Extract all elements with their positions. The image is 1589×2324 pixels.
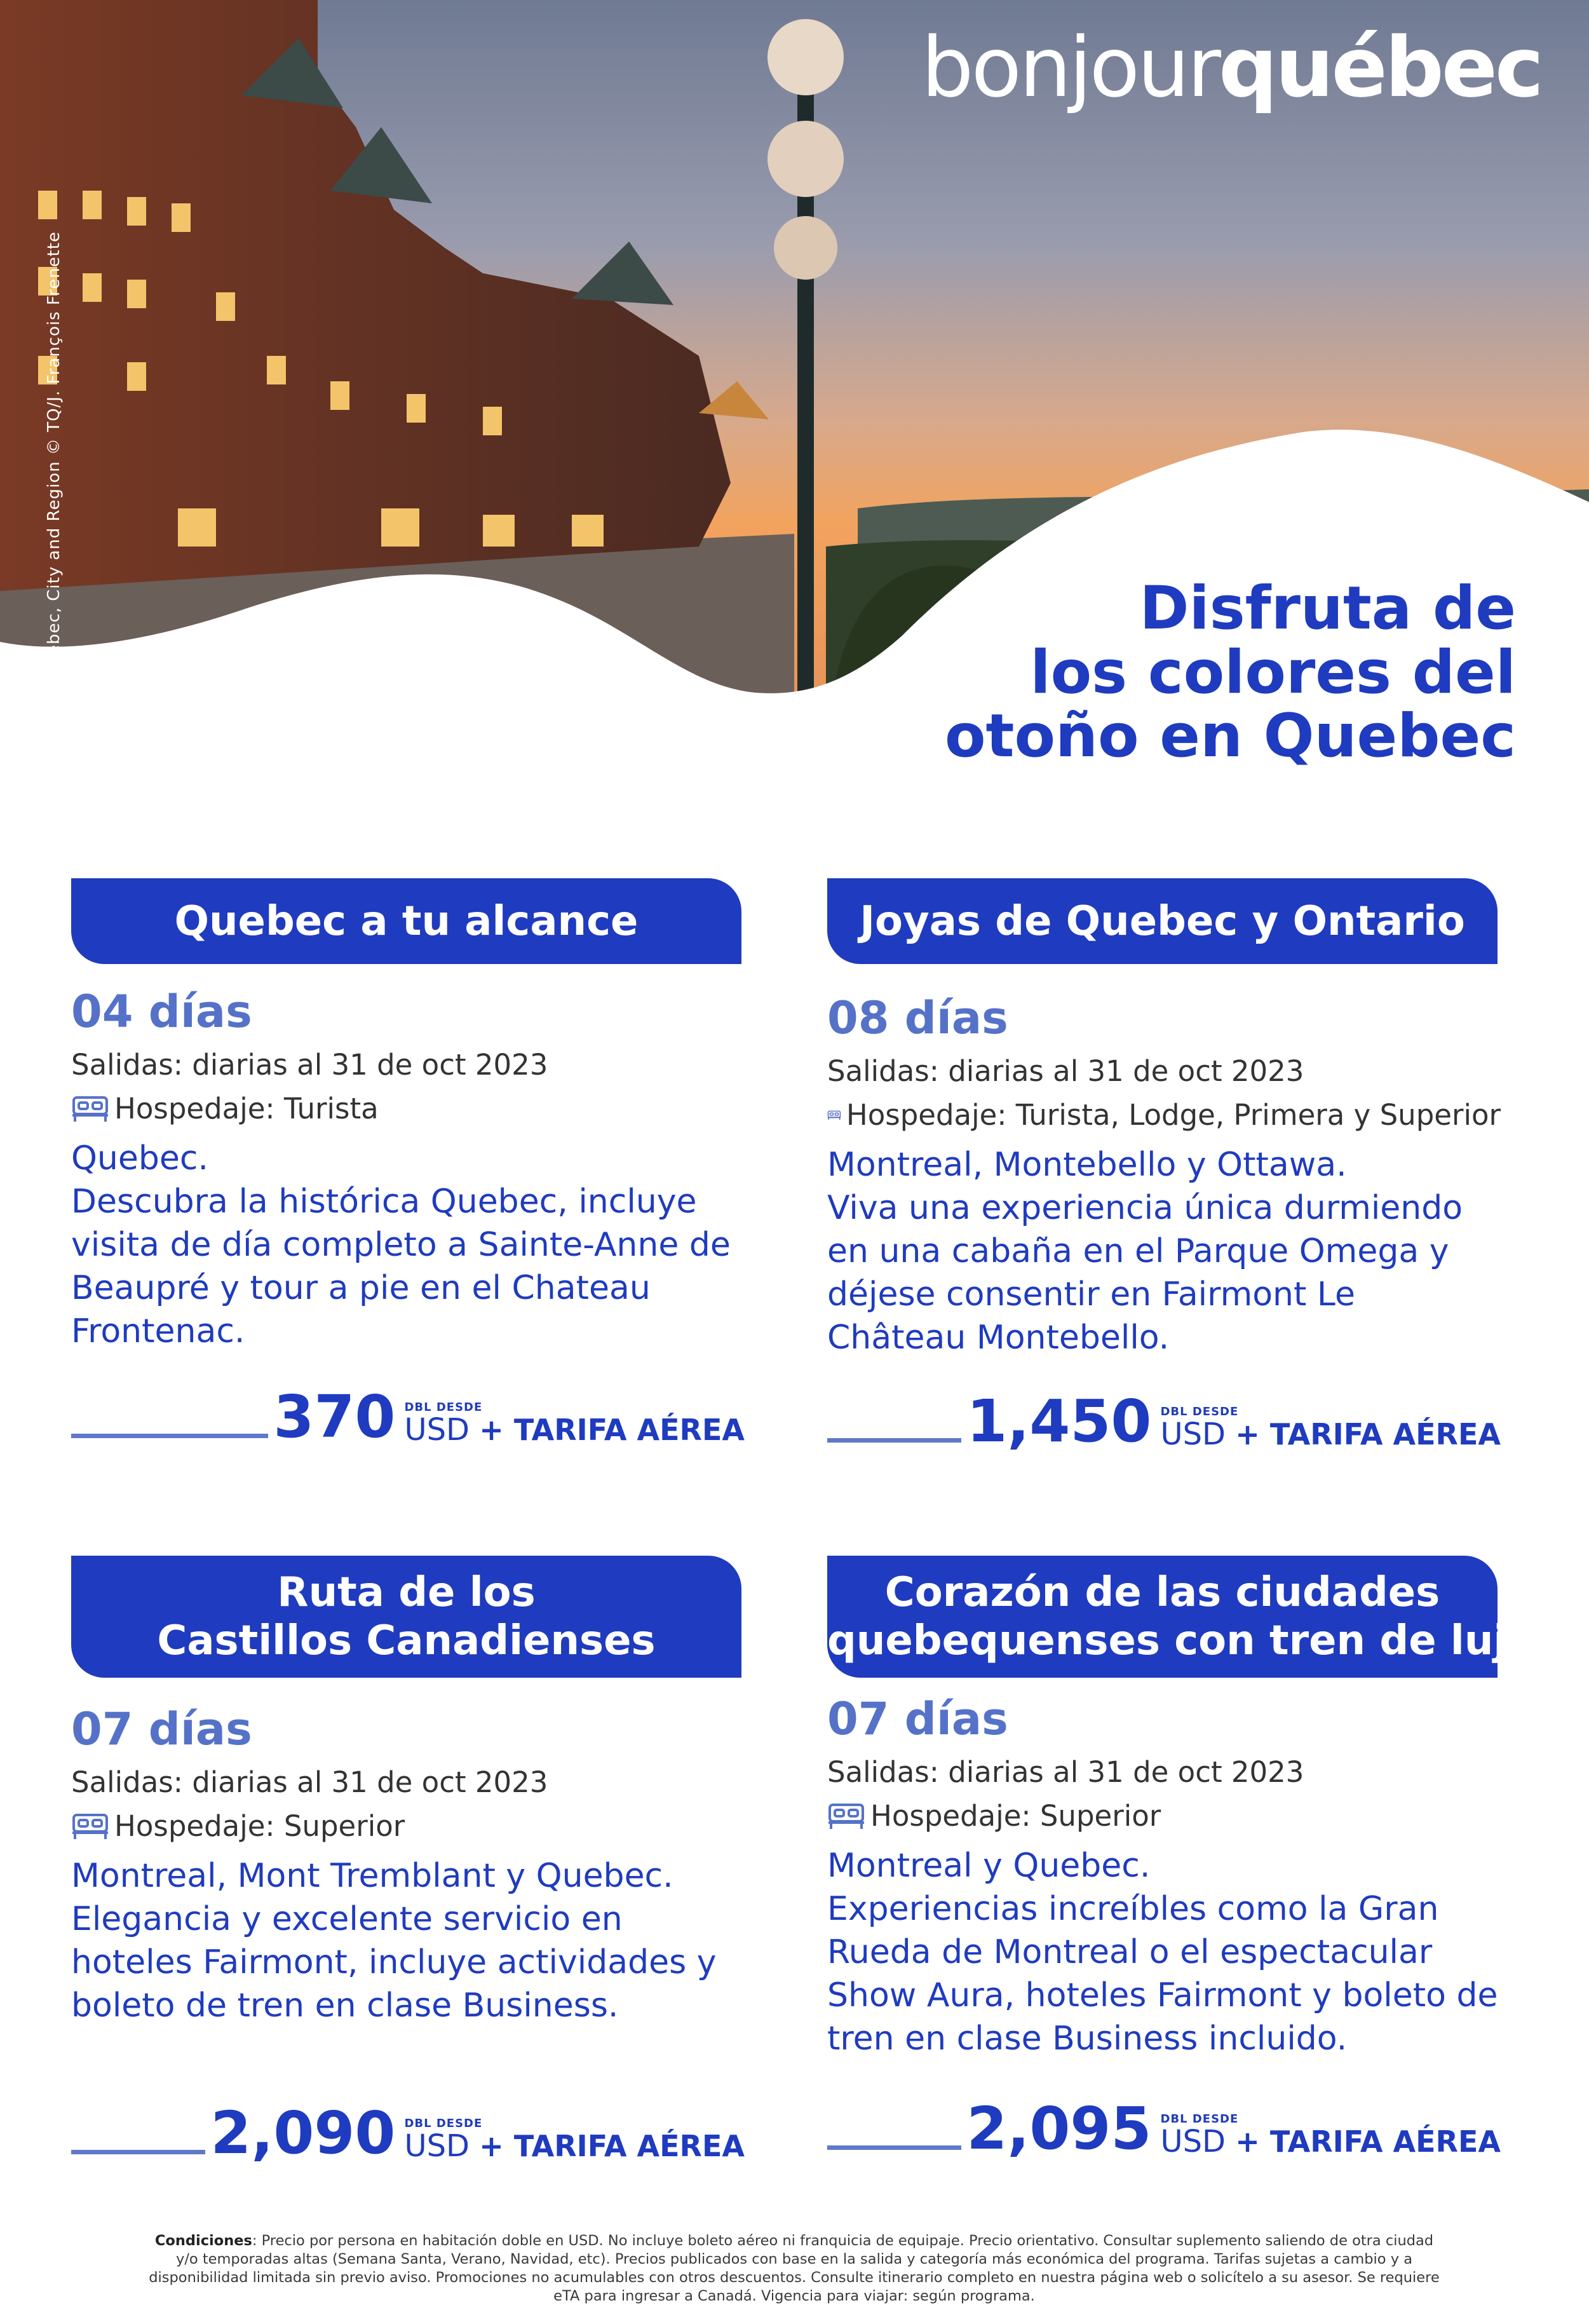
bed-icon bbox=[71, 1811, 109, 1842]
price-currency: USD bbox=[1160, 2124, 1226, 2159]
price-currency: USD bbox=[404, 2128, 470, 2164]
package-card-joyas-quebec-ontario bbox=[827, 878, 1501, 1359]
package-days: 08 días bbox=[827, 992, 1008, 1044]
package-summary: Descubra la histórica Quebec, incluye visita de día completo a Sainte-Anne de Beaupré y tour a pie en el Chateau Frontenac. bbox=[71, 1183, 731, 1350]
headline-line: Disfruta de bbox=[1139, 574, 1516, 643]
package-description bbox=[71, 1137, 745, 1353]
price-currency: USD bbox=[1160, 1417, 1226, 1452]
photo-credit: Québec, City and Region © TQ/J. François Frenette bbox=[44, 231, 64, 680]
headline-line: otoño en Quebec bbox=[944, 702, 1516, 771]
lodging-text: Hospedaje: Superior bbox=[870, 1799, 1161, 1833]
price-airfare: + TARIFA AÉREA bbox=[479, 2129, 745, 2163]
package-lodging bbox=[71, 1809, 745, 1843]
price-from-label: DBL DESDE bbox=[1160, 2112, 1239, 2126]
lodging-text: Hospedaje: Superior bbox=[114, 1809, 405, 1843]
price-rule bbox=[71, 2150, 205, 2154]
package-card-ruta-castillos bbox=[71, 1556, 745, 2027]
package-price bbox=[71, 2099, 745, 2167]
price-amount: 2,095 bbox=[966, 2095, 1152, 2163]
price-amount: 1,450 bbox=[966, 1387, 1152, 1455]
package-price bbox=[71, 1383, 745, 1451]
package-lodging bbox=[827, 1799, 1501, 1833]
package-title: Ruta de los bbox=[277, 1569, 536, 1616]
package-days: 07 días bbox=[827, 1693, 1008, 1745]
package-card-corazon-ciudades bbox=[827, 1556, 1536, 2060]
package-price bbox=[827, 2095, 1501, 2163]
price-from-label: DBL DESDE bbox=[1160, 1405, 1239, 1418]
price-airfare: + TARIFA AÉREA bbox=[1235, 2124, 1501, 2159]
package-cities: Quebec. bbox=[71, 1139, 208, 1178]
package-description bbox=[71, 1854, 745, 2027]
package-title: quebequenses con tren de lujo bbox=[827, 1617, 1536, 1664]
price-rule bbox=[827, 1438, 961, 1443]
package-title-banner bbox=[827, 1556, 1536, 1678]
price-amount: 2,090 bbox=[210, 2099, 396, 2167]
package-title-banner bbox=[71, 1556, 741, 1678]
price-from-label: DBL DESDE bbox=[404, 1401, 483, 1414]
package-title: Quebec a tu alcance bbox=[174, 897, 639, 945]
package-price bbox=[827, 1387, 1501, 1455]
package-summary: Viva una experiencia única durmiendo en una cabaña en el Parque Omega y déjese consentir en Fairmont Le Château Montebello. bbox=[827, 1189, 1463, 1357]
price-currency: USD bbox=[404, 1412, 470, 1448]
bed-icon bbox=[71, 1094, 109, 1124]
bed-icon bbox=[827, 1801, 865, 1831]
package-title: Corazón de las ciudades bbox=[884, 1569, 1440, 1616]
package-title-banner bbox=[827, 878, 1498, 964]
price-amount: 370 bbox=[273, 1383, 396, 1451]
price-rule bbox=[71, 1434, 268, 1438]
price-rule bbox=[827, 2145, 961, 2150]
package-description bbox=[827, 1844, 1501, 2060]
package-cities: Montreal, Mont Tremblant y Quebec. bbox=[71, 1857, 673, 1895]
package-title: Joyas de Quebec y Ontario bbox=[860, 897, 1465, 945]
package-departures: Salidas: diarias al 31 de oct 2023 bbox=[71, 1765, 548, 1799]
headline-line: los colores del bbox=[1030, 637, 1516, 707]
conditions-footnote bbox=[143, 2232, 1445, 2306]
package-title-banner bbox=[71, 878, 741, 964]
price-from-label: DBL DESDE bbox=[404, 2117, 483, 2130]
lodging-text: Hospedaje: Turista, Lodge, Primera y Superior bbox=[846, 1098, 1501, 1132]
package-cities: Montreal, Montebello y Ottawa. bbox=[827, 1146, 1347, 1184]
package-description bbox=[827, 1143, 1501, 1359]
price-airfare: + TARIFA AÉREA bbox=[479, 1413, 745, 1447]
package-lodging bbox=[827, 1098, 1501, 1132]
package-days: 04 días bbox=[71, 986, 252, 1038]
package-days: 07 días bbox=[71, 1703, 252, 1755]
conditions-text: : Precio por persona en habitación doble en USD. No incluye boleto aéreo ni franquicia de equipaje. Precio orientativo. Consultar suplemento saliendo de otra ciudad y/o temporadas altas (Semana Santa, Verano, Navidad, etc). Precios publicados con base en la salida y categoría más económica del programa. Tarifas sujetas a cambio y a disponibilidad limitada sin previo aviso. Promociones no acumulables con otros descuentos. Consulte itinerario completo en nuestra página web o solicítelo a su asesor. Se requiere eTA para ingresar a Canadá. Vigencia para viajar: según programa. bbox=[149, 2232, 1440, 2304]
package-lodging bbox=[71, 1092, 745, 1125]
lodging-text: Hospedaje: Turista bbox=[114, 1092, 379, 1125]
package-card-quebec-a-tu-alcance bbox=[71, 878, 745, 1353]
page-headline bbox=[626, 574, 1516, 771]
package-summary: Experiencias increíbles como la Gran Rueda de Montreal o el espectacular Show Aura, hoteles Fairmont y boleto de tren en clase Business incluido. bbox=[827, 1890, 1498, 2058]
package-departures: Salidas: diarias al 31 de oct 2023 bbox=[827, 1054, 1304, 1088]
package-cities: Montreal y Quebec. bbox=[827, 1847, 1151, 1885]
package-departures: Salidas: diarias al 31 de oct 2023 bbox=[71, 1048, 548, 1082]
price-airfare: + TARIFA AÉREA bbox=[1235, 1417, 1501, 1451]
bonjour-quebec-logo: bonjourquébec bbox=[921, 19, 1542, 116]
package-summary: Elegancia y excelente servicio en hoteles Fairmont, incluye actividades y boleto de tren en clase Business. bbox=[71, 1900, 717, 2025]
package-departures: Salidas: diarias al 31 de oct 2023 bbox=[827, 1755, 1304, 1789]
bed-icon bbox=[827, 1100, 841, 1131]
package-title: Castillos Canadienses bbox=[157, 1617, 656, 1664]
conditions-label: Condiciones bbox=[154, 2232, 252, 2249]
